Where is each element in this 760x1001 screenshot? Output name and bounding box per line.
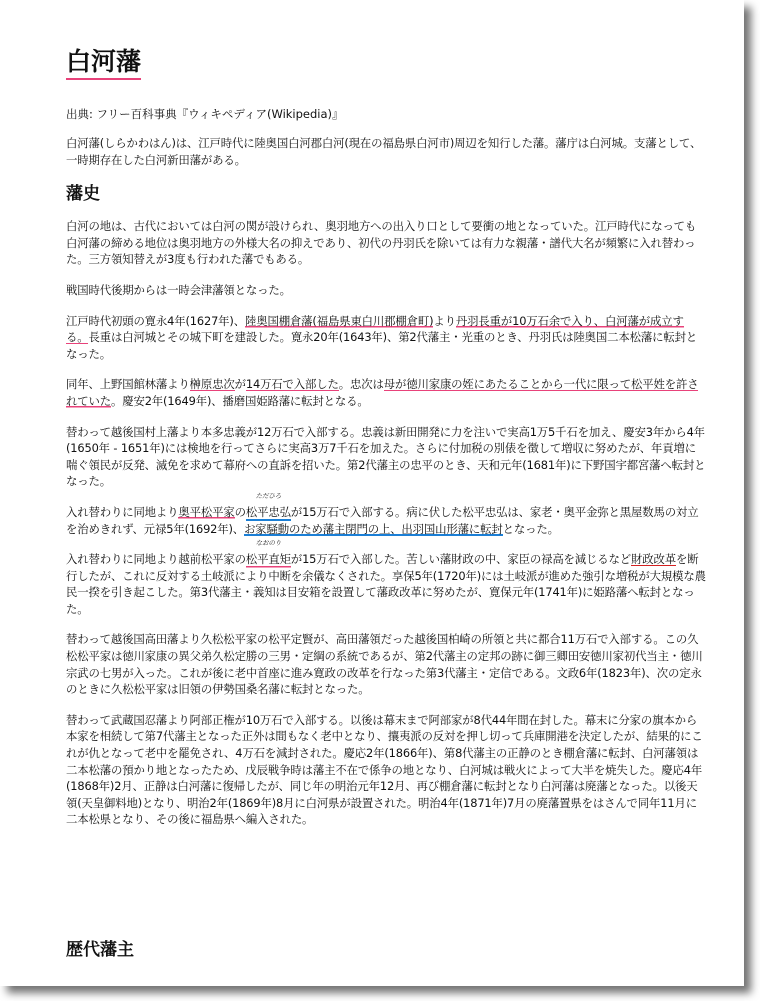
p4-text-c: が — [234, 377, 246, 392]
tadahiro-name: 松平忠弘 — [245, 504, 291, 519]
p4-highlight-matsudaira-name: 母が徳川家康の姪にあたることから一代に限って松平姓を許されていた — [66, 377, 699, 408]
history-paragraph-2: 戦国時代後期からは一時会津藩領となった。 — [66, 282, 291, 297]
history-heading: 藩史 — [66, 184, 100, 205]
p4-text-a: 同年、上野国館林藩より — [66, 377, 190, 392]
p6-highlight-transfer: 藩主閉門の上、出羽国山形藩に転封 — [322, 521, 503, 536]
p3-highlight-established: が10万石余で入り、白河藩が成立する。 — [66, 313, 684, 345]
p3-text-a: 江戸時代初頭の寛永4年(1627年)、 — [66, 313, 245, 328]
source-citation: 出典: フリー百科事典『ウィキペディア(Wikipedia)』 — [66, 107, 344, 121]
history-paragraph-9: 替わって武蔵国忍藩より阿部正権が10万石で入部する。以後は幕末まで阿部家が8代44年間在封した。幕末に分家の旗本から本家を相続して第7代藩主となった正外は間もなく老中となり、攘夷派の反対を押し切って兵庫開港を決定したが、結果的にこれが仇となって老中を罷免され、4万石を減封された。慶応2年(1866年)、第8代藩主の正静のとき棚倉藩に転封、白河藩領は二本松藩の預かり地となったため、戊辰戦争時は藩主不在で係争の地となり、白河城は戦火によって大半を焼失した。慶応4年(1868年)2月、正静は白河藩に復帰したが、同じ年の明治元年12月、再び棚倉藩に転封となり白河藩は廃藩となった。以後天領(天皇御料地)となり、明治2年(1869年)8月に白河県が設置された。明治4年(1871年)7月の廃藩置県をはさんで同年11月に二本松県となり、その後に福島県へ編入された。 — [66, 712, 703, 827]
article-body — [66, 44, 706, 842]
p7-highlight-naonori — [245, 539, 291, 568]
p4-highlight-sakakibara: 榊原忠次 — [189, 377, 235, 392]
history-paragraph-1: 白河の地は、古代においては白河の関が設けられ、奥羽地方への出入り口として要衝の地となっていた。江戸時代になっても白河藩の締める地位は奥羽地方の外様大名の抑えであり、初代の丹羽氏を除いては有力な親藩・譜代大名が頻繁に入れ替わった。三方領知替えが3度も行われた藩でもある。 — [66, 219, 697, 267]
p7-text-c: が15万石で入部した。苦しい藩財政の中、家臣の禄高を減じるなど — [290, 552, 632, 567]
history-paragraph-3 — [66, 313, 706, 363]
history-paragraph-5: 替わって越後国村上藩より本多忠義が12万石で入部する。忠義は新田開発に力を注いで実高1万5千石を加え、慶安3年から4年(1650年 - 1651年)には検地を行ってさらに実高3万7千石を加えた。さらに付加税の別俵を徴して増収に努めたが、年貢増に喘ぐ領民が反発、滅免を求めて幕府への直訴を招いた。第2代藩主の忠平のとき、天和元年(1681年)に下野国宇都宮藩へ転封となった。 — [66, 424, 706, 489]
p7-highlight-reform: 財政改革 — [631, 552, 676, 567]
p4-text-g: 。慶安2年(1649年)、播磨国姫路藩に転封となる。 — [110, 393, 369, 408]
history-paragraph-6 — [66, 491, 706, 537]
p6-text-e: が15万石で入部する。病に伏した松平忠弘は、家老・奥平金弥と黒屋数馬の対立を治めきれず、元禄5年(1692年)、 — [66, 504, 699, 536]
naonori-ruby-note: なおのり — [255, 539, 282, 548]
p6-text-a: 入れ替わりに同地より — [66, 504, 179, 519]
rulers-heading: 歴代藩主 — [66, 940, 134, 960]
p3-highlight-niwa: 丹羽長重 — [455, 313, 501, 328]
p7-text-e: を断行したが、これに反対する土岐派により中断を余儀なくされた。享保5年(1720年)には土岐派が進めた強引な増税が大規模な農民一揆を引き起こした。第3代藩主・義知は目安箱を設置して藩政改革に努めたが、寛保元年(1741年)に姫路藩へ転封となった。 — [66, 552, 706, 616]
p6-text-c: の — [234, 504, 246, 519]
p3-highlight-province: 陸奥国 — [244, 313, 279, 328]
p3-text-g: 長重は白河城とその城下町を建設した。寛永20年(1643年)、第2代藩主・光重のとき、丹羽氏は陸奥国二本松藩に転封となった。 — [66, 330, 698, 361]
p6-text-h: となった。 — [502, 521, 559, 536]
history-paragraph-4 — [66, 376, 706, 409]
page-title: 白河藩 — [66, 44, 141, 80]
p4-text-e: 。忠次は — [338, 377, 384, 392]
naonori-name: 松平直矩 — [245, 552, 291, 567]
p7-text-a: 入れ替わりに同地より越前松平家の — [66, 552, 246, 567]
p3-text-d: より — [433, 313, 456, 328]
p3-highlight-tanagura: 棚倉藩(福島県東白川郡棚倉町) — [278, 313, 434, 328]
tadahiro-ruby-note: ただひろ — [255, 491, 282, 500]
p4-highlight-koku: 14万石で入部した — [245, 377, 339, 392]
intro-paragraph: 白河藩(しらかわはん)は、江戸時代に陸奥国白河郡白河(現在の福島県白河市)周辺を知行した藩。藩庁は白河城。支藩として、一時期存在した白河新田藩がある。 — [66, 136, 702, 167]
p6-highlight-oiesodo: お家騒動のため — [244, 521, 323, 536]
history-paragraph-7 — [66, 539, 706, 617]
p6-highlight-tadahiro — [245, 491, 291, 521]
history-paragraph-8: 替わって越後国高田藩より久松松平家の松平定賢が、高田藩領だった越後国柏崎の所領と共に都合11万石で入部する。この久松松平家は徳川家康の異父弟久松定勝の三男・定綱の系統であるが、第2代藩主の定邦の跡に御三卿田安徳川家初代当主・徳川宗武の七男が入った。これが後に老中首座に進み寛政の改革を行なった第3代藩主・定信である。文政6年(1823年)、次の定永のときに久松松平家は旧領の伊勢国桑名藩に転封となった。 — [66, 632, 703, 697]
p6-highlight-okudaira: 奥平松平家 — [178, 504, 235, 519]
